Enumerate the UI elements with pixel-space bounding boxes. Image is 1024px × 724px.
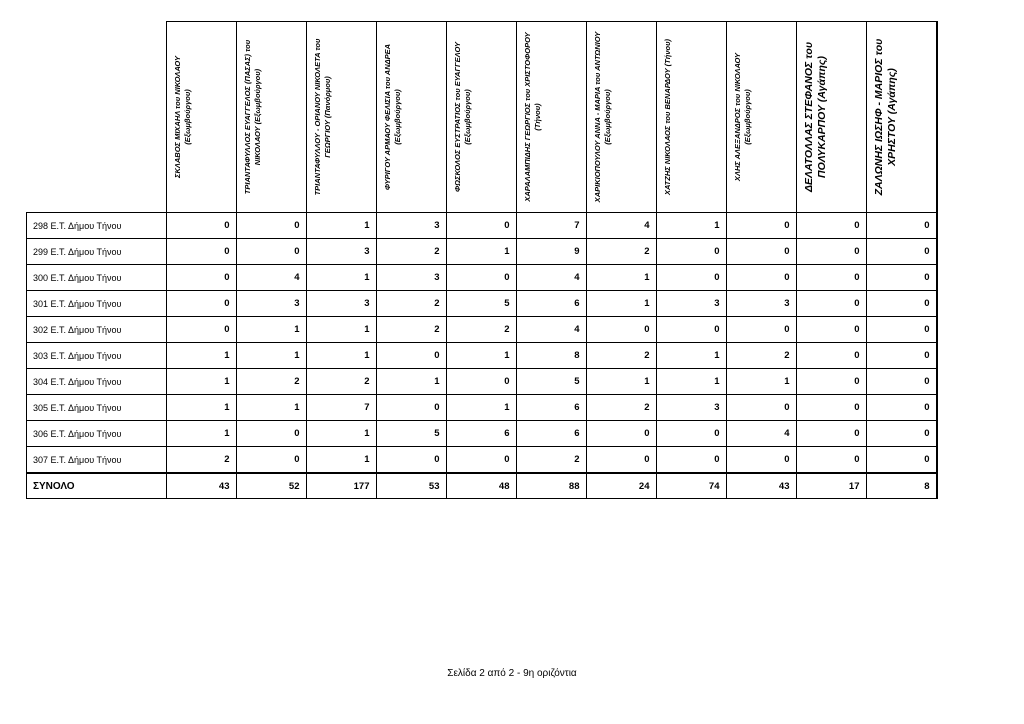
total-label: ΣΥΝΟΛΟ — [27, 473, 167, 499]
vote-count-cell: 3 — [306, 291, 376, 317]
vote-count-cell: 2 — [376, 239, 446, 265]
header-corner — [27, 22, 167, 213]
vote-count-cell: 6 — [516, 395, 586, 421]
total-cell: 8 — [866, 473, 937, 499]
table-row — [27, 343, 937, 369]
header-row — [27, 22, 937, 213]
vote-count-cell: 0 — [866, 291, 937, 317]
candidate-header — [446, 22, 516, 213]
total-cell: 52 — [236, 473, 306, 499]
vote-count-cell: 0 — [866, 239, 937, 265]
polling-station-label: 307 Ε.Τ. Δήμου Τήνου — [27, 447, 167, 474]
vote-count-cell: 2 — [516, 447, 586, 474]
vote-count-cell: 0 — [656, 265, 726, 291]
vote-count-cell: 2 — [726, 343, 796, 369]
vote-count-cell: 1 — [586, 265, 656, 291]
vote-count-cell: 0 — [726, 317, 796, 343]
vote-count-cell: 0 — [166, 239, 236, 265]
polling-station-label: 304 Ε.Τ. Δήμου Τήνου — [27, 369, 167, 395]
vote-count-cell: 1 — [166, 421, 236, 447]
vote-count-cell: 0 — [866, 213, 937, 239]
vote-count-cell: 5 — [376, 421, 446, 447]
page-footer: Σελίδα 2 από 2 - 9η οριζόντια — [447, 668, 577, 679]
candidate-header — [586, 22, 656, 213]
vote-count-cell: 3 — [236, 291, 306, 317]
table-row — [27, 239, 937, 265]
table-row — [27, 317, 937, 343]
candidate-header — [866, 22, 937, 213]
vote-count-cell: 0 — [446, 369, 516, 395]
vote-count-cell: 0 — [796, 239, 866, 265]
polling-station-label: 299 Ε.Τ. Δήμου Τήνου — [27, 239, 167, 265]
vote-count-cell: 3 — [656, 291, 726, 317]
vote-count-cell: 2 — [586, 239, 656, 265]
table-row — [27, 291, 937, 317]
polling-station-label: 301 Ε.Τ. Δήμου Τήνου — [27, 291, 167, 317]
vote-count-cell: 0 — [166, 291, 236, 317]
vote-count-cell: 3 — [376, 213, 446, 239]
total-cell: 17 — [796, 473, 866, 499]
polling-station-label: 300 Ε.Τ. Δήμου Τήνου — [27, 265, 167, 291]
vote-count-cell: 0 — [866, 369, 937, 395]
vote-count-cell: 0 — [166, 265, 236, 291]
vote-count-cell: 1 — [586, 291, 656, 317]
table-row — [27, 395, 937, 421]
vote-count-cell: 9 — [516, 239, 586, 265]
vote-count-cell: 8 — [516, 343, 586, 369]
table-row — [27, 369, 937, 395]
candidate-header — [726, 22, 796, 213]
vote-count-cell: 2 — [306, 369, 376, 395]
candidate-name: ΣΚΛΑΒΟΣ ΜΙΧΑΗΛ του ΝΙΚΟΛΑΟΥ (Εξωμβούργου) — [172, 56, 192, 178]
vote-count-cell: 3 — [376, 265, 446, 291]
vote-count-cell: 2 — [586, 343, 656, 369]
vote-count-cell: 0 — [586, 317, 656, 343]
vote-count-cell: 1 — [306, 421, 376, 447]
vote-count-cell: 0 — [866, 317, 937, 343]
candidate-name: ΔΕΛΑΤΟΛΛΑΣ ΣΤΕΦΑΝΟΣ του ΠΟΛΥΚΑΡΠΟΥ (Αγάπης) — [802, 41, 827, 193]
vote-count-cell: 1 — [306, 447, 376, 474]
vote-count-cell: 4 — [516, 265, 586, 291]
vote-count-cell: 0 — [796, 291, 866, 317]
vote-count-cell: 0 — [166, 317, 236, 343]
vote-count-cell: 0 — [656, 239, 726, 265]
total-cell: 53 — [376, 473, 446, 499]
results-table — [26, 21, 938, 499]
vote-count-cell: 0 — [796, 369, 866, 395]
candidate-name: ΖΑΛΩΝΗΣ ΙΩΣΗΦ - ΜΑΡΙΟΣ του ΧΡΗΣΤΟΥ (Αγάπης) — [872, 38, 897, 196]
table-row — [27, 421, 937, 447]
vote-count-cell: 0 — [376, 395, 446, 421]
vote-count-cell: 3 — [306, 239, 376, 265]
vote-count-cell: 7 — [306, 395, 376, 421]
vote-count-cell: 1 — [656, 213, 726, 239]
vote-count-cell: 0 — [796, 213, 866, 239]
total-cell: 177 — [306, 473, 376, 499]
vote-count-cell: 1 — [306, 343, 376, 369]
vote-count-cell: 1 — [656, 369, 726, 395]
vote-count-cell: 0 — [866, 395, 937, 421]
total-cell: 48 — [446, 473, 516, 499]
candidate-name: ΧΑΡΑΛΑΜΠΙΔΗΣ ΓΕΩΡΓΙΟΣ του ΧΡΙΣΤΟΦΟΡΟΥ (Τήνου) — [522, 32, 542, 202]
vote-count-cell: 1 — [306, 213, 376, 239]
table-row — [27, 447, 937, 474]
vote-count-cell: 0 — [796, 447, 866, 474]
vote-count-cell: 1 — [166, 395, 236, 421]
vote-count-cell: 1 — [306, 317, 376, 343]
vote-count-cell: 0 — [656, 317, 726, 343]
vote-count-cell: 6 — [516, 291, 586, 317]
vote-count-cell: 4 — [236, 265, 306, 291]
vote-count-cell: 6 — [446, 421, 516, 447]
vote-count-cell: 0 — [376, 447, 446, 474]
polling-station-label: 303 Ε.Τ. Δήμου Τήνου — [27, 343, 167, 369]
vote-count-cell: 2 — [376, 291, 446, 317]
candidate-name: ΧΑΡΙΚΙΟΠΟΥΛΟΥ ΑΝΝΑ - ΜΑΡΙΑ του ΑΝΤΩΝΙΟΥ (Εξωμβούργου) — [592, 31, 612, 203]
polling-station-label: 305 Ε.Τ. Δήμου Τήνου — [27, 395, 167, 421]
candidate-header — [376, 22, 446, 213]
vote-count-cell: 5 — [446, 291, 516, 317]
vote-count-cell: 1 — [236, 343, 306, 369]
vote-count-cell: 0 — [446, 213, 516, 239]
vote-count-cell: 1 — [726, 369, 796, 395]
vote-count-cell: 1 — [446, 395, 516, 421]
vote-count-cell: 0 — [796, 421, 866, 447]
vote-count-cell: 0 — [726, 239, 796, 265]
candidate-name: ΧΛΗΣ ΑΛΕΞΑΝΔΡΟΣ του ΝΙΚΟΛΑΟΥ (Εξωμβούργου) — [732, 52, 752, 182]
vote-count-cell: 2 — [236, 369, 306, 395]
vote-count-cell: 1 — [166, 343, 236, 369]
vote-count-cell: 2 — [446, 317, 516, 343]
table-row — [27, 265, 937, 291]
candidate-header — [516, 22, 586, 213]
vote-count-cell: 0 — [726, 447, 796, 474]
vote-count-cell: 0 — [586, 421, 656, 447]
vote-count-cell: 1 — [656, 343, 726, 369]
candidate-name: ΦΩΣΚΟΛΟΣ ΕΥΣΤΡΑΤΙΟΣ του ΕΥΑΓΓΕΛΟΥ (Εξωμβούργου) — [452, 42, 472, 192]
vote-count-cell: 4 — [726, 421, 796, 447]
vote-count-cell: 0 — [236, 239, 306, 265]
candidate-header — [656, 22, 726, 213]
vote-count-cell: 0 — [796, 265, 866, 291]
vote-count-cell: 3 — [726, 291, 796, 317]
candidate-header — [306, 22, 376, 213]
vote-count-cell: 0 — [446, 265, 516, 291]
table-row — [27, 213, 937, 239]
polling-station-label: 302 Ε.Τ. Δήμου Τήνου — [27, 317, 167, 343]
vote-count-cell: 1 — [586, 369, 656, 395]
vote-count-cell: 0 — [236, 213, 306, 239]
vote-count-cell: 0 — [866, 447, 937, 474]
vote-count-cell: 0 — [796, 317, 866, 343]
candidate-name: ΧΑΤΖΗΣ ΝΙΚΟΛΑΟΣ του ΒΕΝΑΡΔΟΥ (Τήνου) — [662, 38, 672, 196]
total-cell: 24 — [586, 473, 656, 499]
vote-count-cell: 0 — [446, 447, 516, 474]
vote-count-cell: 4 — [516, 317, 586, 343]
vote-count-cell: 6 — [516, 421, 586, 447]
vote-count-cell: 0 — [166, 213, 236, 239]
vote-count-cell: 0 — [726, 265, 796, 291]
vote-count-cell: 1 — [306, 265, 376, 291]
vote-count-cell: 0 — [726, 213, 796, 239]
vote-count-cell: 0 — [376, 343, 446, 369]
vote-count-cell: 0 — [586, 447, 656, 474]
vote-count-cell: 0 — [866, 421, 937, 447]
total-row — [27, 473, 937, 499]
vote-count-cell: 2 — [376, 317, 446, 343]
total-cell: 74 — [656, 473, 726, 499]
vote-count-cell: 0 — [656, 421, 726, 447]
vote-count-cell: 0 — [796, 343, 866, 369]
vote-count-cell: 2 — [166, 447, 236, 474]
candidate-header — [166, 22, 236, 213]
vote-count-cell: 3 — [656, 395, 726, 421]
vote-count-cell: 1 — [166, 369, 236, 395]
vote-count-cell: 0 — [866, 265, 937, 291]
polling-station-label: 298 Ε.Τ. Δήμου Τήνου — [27, 213, 167, 239]
vote-count-cell: 0 — [726, 395, 796, 421]
vote-count-cell: 1 — [236, 395, 306, 421]
vote-count-cell: 7 — [516, 213, 586, 239]
vote-count-cell: 1 — [446, 239, 516, 265]
total-cell: 88 — [516, 473, 586, 499]
vote-count-cell: 4 — [586, 213, 656, 239]
candidate-name: ΤΡΙΑΝΤΑΦΥΛΛΟΥ - ΟΡΙΑΝΟΥ ΝΙΚΟΛΕΤΑ του ΓΕΩΡΓΙΟΥ (Πανόρμου) — [312, 38, 332, 196]
vote-count-cell: 0 — [796, 395, 866, 421]
polling-station-label: 306 Ε.Τ. Δήμου Τήνου — [27, 421, 167, 447]
vote-count-cell: 0 — [656, 447, 726, 474]
vote-count-cell: 2 — [586, 395, 656, 421]
table-body — [27, 213, 937, 499]
vote-count-cell: 0 — [236, 447, 306, 474]
candidate-name: ΤΡΙΑΝΤΑΦΥΛΛΟΣ ΕΥΑΓΓΕΛΟΣ (ΠΑΣΑΣ) του ΝΙΚΟΛΑΟΥ (Εξωμβούργου) — [242, 39, 262, 195]
vote-count-cell: 0 — [236, 421, 306, 447]
total-cell: 43 — [726, 473, 796, 499]
vote-count-cell: 0 — [866, 343, 937, 369]
vote-count-cell: 1 — [446, 343, 516, 369]
candidate-header — [236, 22, 306, 213]
vote-count-cell: 1 — [376, 369, 446, 395]
total-cell: 43 — [166, 473, 236, 499]
candidate-header — [796, 22, 866, 213]
vote-count-cell: 1 — [236, 317, 306, 343]
candidate-name: ΦΥΡΙΓΟΥ ΑΡΜΑΟΥ ΦΕΛΙΣΙΑ του ΑΝΔΡΕΑ (Εξωμβούργου) — [382, 43, 402, 191]
vote-count-cell: 5 — [516, 369, 586, 395]
